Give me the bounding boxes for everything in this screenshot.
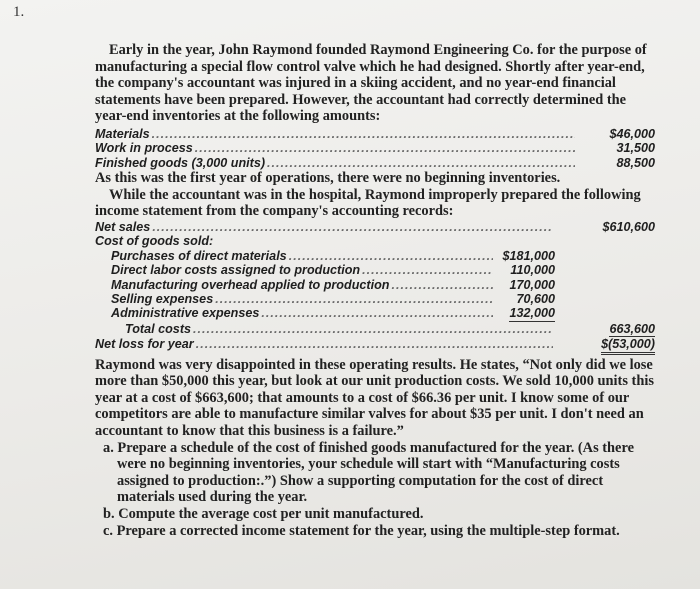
dot-leader xyxy=(215,292,493,306)
cogs-item-row xyxy=(95,292,655,306)
part-text: Prepare a schedule of the cost of finished goods manufactured for the year. (As there were no beginning inventories, your schedule will start with “Manufacturing costs assigned to production:.”) Show a supporting computation for the cost of direct materials used during the year. xyxy=(117,439,634,506)
cogs-item-label: Selling expenses xyxy=(111,292,214,306)
inventory-amount: $46,000 xyxy=(609,126,655,141)
dot-leader xyxy=(391,278,493,292)
cogs-item-label: Direct labor costs assigned to production xyxy=(111,263,361,278)
inventory-row-finished xyxy=(95,156,655,170)
problem-page xyxy=(95,42,655,539)
part-a xyxy=(95,440,655,506)
cogs-item-amount: 70,600 xyxy=(516,292,555,306)
dot-leader xyxy=(196,337,553,351)
cogs-heading-row xyxy=(95,234,655,248)
inventory-label: Work in process xyxy=(95,141,193,156)
net-sales-label: Net sales xyxy=(95,219,151,234)
dot-leader xyxy=(267,156,575,170)
cogs-item-amount: 170,000 xyxy=(509,277,555,292)
cogs-item-row xyxy=(95,306,655,321)
inventory-row-wip xyxy=(95,141,655,155)
discussion xyxy=(95,357,655,540)
cogs-item-label: Purchases of direct materials xyxy=(111,248,287,263)
part-letter: c. xyxy=(103,522,113,539)
income-statement xyxy=(95,220,655,355)
inventory-list xyxy=(95,127,655,170)
inventory-row-materials xyxy=(95,127,655,141)
dot-leader xyxy=(362,263,493,277)
hospital-paragraph: While the accountant was in the hospital, Raymond improperly prepared the following income statement from the company's accounting records: xyxy=(95,186,641,220)
inventory-amount: 88,500 xyxy=(616,155,655,170)
part-letter: a. xyxy=(103,439,114,456)
inventory-label: Materials xyxy=(95,126,150,141)
cogs-item-label: Manufacturing overhead applied to production xyxy=(111,277,390,292)
inventory-label: Finished goods (3,000 units) xyxy=(95,155,266,170)
problem-intro: Early in the year, John Raymond founded Raymond Engineering Co. for the purpose of manufacturing a special flow control valve which he had designed. Shortly after year-end, the company's accountant was injured in a skiing accident, and no year-end financial statements have been prepared. However, the accountant had correctly determined the year-end inventories at the following amounts: xyxy=(95,42,647,125)
cogs-item-amount: 110,000 xyxy=(510,263,555,278)
total-costs-amount: 663,600 xyxy=(609,321,655,336)
net-sales-amount: $610,600 xyxy=(602,219,655,234)
part-b xyxy=(95,506,655,523)
net-loss-row xyxy=(95,337,655,354)
problem-number: 1. xyxy=(13,4,25,20)
cogs-item-amount: $181,000 xyxy=(502,248,555,263)
part-text: Compute the average cost per unit manufactured. xyxy=(118,505,424,522)
dot-leader xyxy=(261,306,493,320)
net-loss-amount: $(53,000) xyxy=(601,337,655,354)
inventory-amount: 31,500 xyxy=(616,141,655,156)
part-c xyxy=(95,523,655,540)
part-text: Prepare a corrected income statement for the year, using the multiple-step format. xyxy=(116,522,620,539)
cogs-item-row xyxy=(95,249,655,263)
dot-leader xyxy=(152,220,553,234)
no-beginning-inventories: As this was the first year of operations, there were no beginning inventories. xyxy=(95,170,561,187)
cogs-label: Cost of goods sold: xyxy=(95,234,214,249)
total-costs-row xyxy=(95,322,655,337)
dot-leader xyxy=(152,127,575,141)
cogs-item-label: Administrative expenses xyxy=(111,306,260,321)
dot-leader xyxy=(193,322,553,336)
dot-leader xyxy=(289,249,493,263)
net-sales-row xyxy=(95,220,655,234)
dot-leader xyxy=(195,141,575,155)
cogs-item-row xyxy=(95,278,655,292)
raymond-paragraph: Raymond was very disappointed in these operating results. He states, “Not only did we lose more than $50,000 this year, but look at our unit production costs. We sold 10,000 units this year at a cost of $663,600; that amounts to a cost of $66.36 per unit. I know some of our competitors are able to manufacture similar valves for about $35 per unit. I don't need an accountant to know that this business is a failure.” xyxy=(95,356,654,439)
part-letter: b. xyxy=(103,505,115,522)
cogs-item-row xyxy=(95,263,655,277)
net-loss-label: Net loss for year xyxy=(95,337,194,352)
total-costs-label: Total costs xyxy=(125,321,192,336)
cogs-item-amount: 132,000 xyxy=(509,306,555,321)
